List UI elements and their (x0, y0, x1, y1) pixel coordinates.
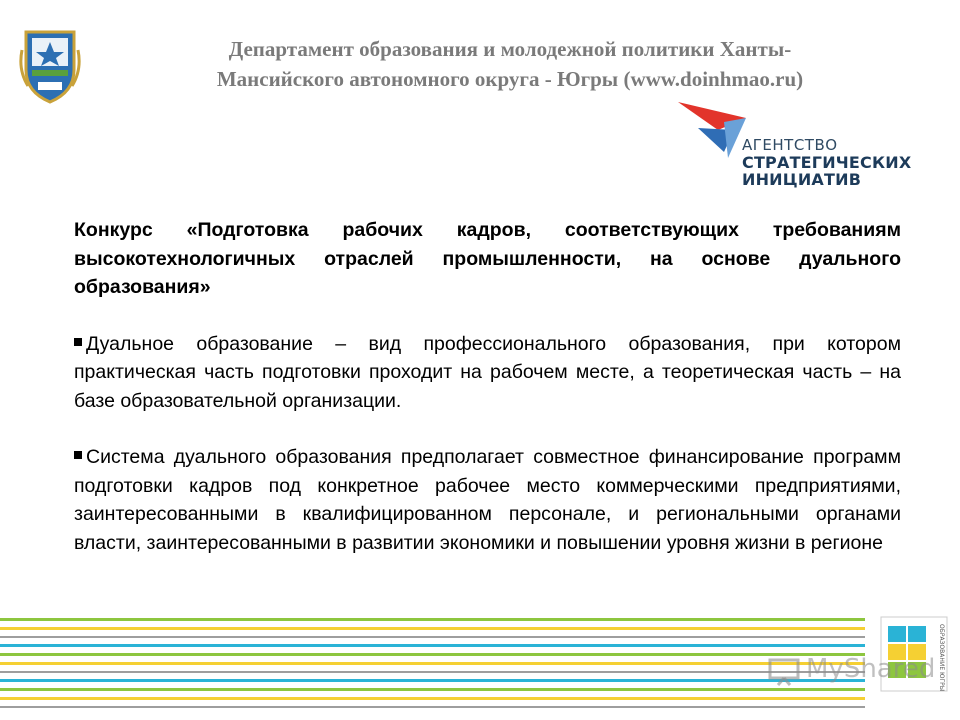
coat-of-arms-icon (18, 26, 82, 104)
presentation-board-icon (768, 656, 802, 686)
header-title-line-2: Мансийского автономного округа - Югры (www.doinhmao.ru) (216, 67, 804, 91)
bullet-text: Система дуального образования предполагает совместное финансирование программ подготовки кадров под конкретное рабочее место коммерческими предприятиями, заинтересованными в квалифицированном персонале, и региональными органами власти, заинтересованными в развитии экономики и повышении уровня жизни в регионе (74, 446, 901, 554)
footer-stripes (0, 618, 865, 720)
stripe-gray (0, 671, 865, 673)
stripe-yellow (0, 697, 865, 700)
asi-logo-text (742, 137, 911, 188)
stripe-gray (0, 636, 865, 638)
stripe-blue (0, 679, 865, 682)
stripe-blue (0, 644, 865, 647)
bullet-item-dual-system (74, 443, 901, 557)
badge-text: ОБРАЗОВАНИЕ ЮГРЫ (938, 624, 945, 692)
stripe-green (0, 618, 865, 621)
stripe-gray (0, 706, 865, 708)
header-title-line-1: Департамент образования и молодежной политики Ханты- (228, 37, 792, 61)
stripe-green (0, 688, 865, 691)
bullet-text: Дуальное образование – вид профессионального образования, при котором практическая часть подготовки проходит на рабочем месте, а теоретическая часть – на базе образовательной организации. (74, 332, 901, 412)
stripe-yellow (0, 627, 865, 630)
asi-logo-line-3: ИНИЦИАТИВ (742, 170, 862, 189)
asi-logo-line-2: СТРАТЕГИЧЕСКИХ (742, 153, 912, 172)
contest-title: Конкурс «Подготовка рабочих кадров, соответствующих требованиям высокотехнологичных отраслей промышленности, на основе дуального образования» (74, 219, 901, 298)
page-header-title (150, 34, 870, 94)
stripe-yellow (0, 662, 865, 665)
bullet-square-icon (74, 338, 82, 346)
bullet-item-dual-education (74, 330, 901, 416)
main-content (74, 216, 901, 585)
asi-logo-line-1: АГЕНТСТВО (742, 136, 838, 154)
watermark-text: MyShared (806, 654, 936, 684)
stripe-green (0, 653, 865, 656)
bullet-square-icon (74, 451, 82, 459)
